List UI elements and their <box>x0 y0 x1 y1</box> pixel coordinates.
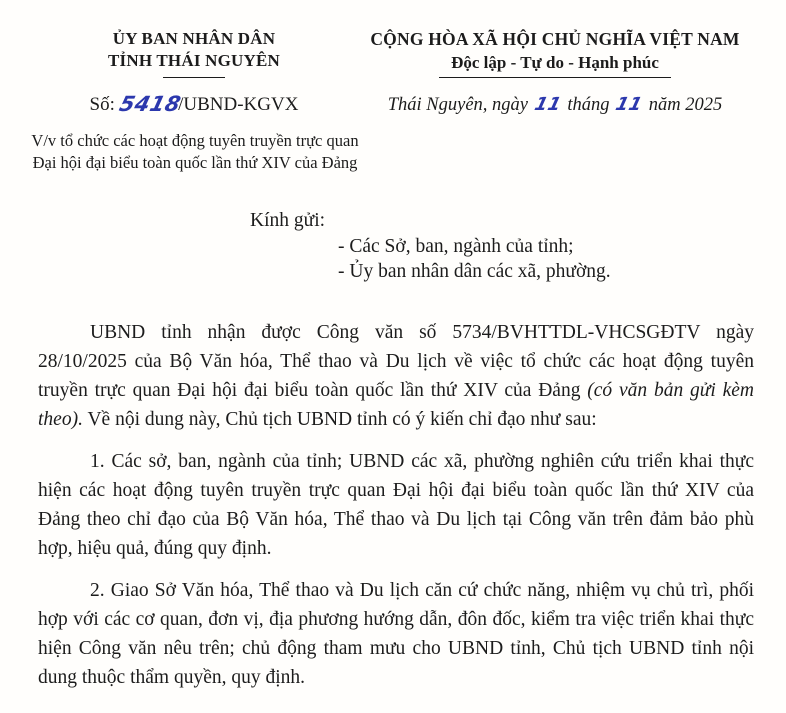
issuer-name-line2: TỈNH THÁI NGUYÊN <box>108 51 280 70</box>
national-header-block <box>350 28 786 78</box>
dateline-prefix: Thái Nguyên, ngày <box>387 95 533 115</box>
issuer-block <box>38 28 350 78</box>
recipient-item: - Các Sở, ban, ngành của tỉnh; <box>338 236 574 257</box>
reference-row <box>0 91 786 116</box>
national-motto: Độc lập - Tự do - Hạnh phúc <box>451 53 659 72</box>
p1-text-start: UBND tỉnh nhận được Công văn số 5734/BVHTTDL-VHCSGĐTV ngày 28/10/2025 của Bộ Văn hóa, Thể thao và Du lịch về việc tổ chức các hoạt động tuyên truyền trực quan Đại hội đại biểu toàn quốc lần thứ XIV của Đảng <box>38 322 754 401</box>
dateline <box>350 94 786 116</box>
doc-number-prefix: Số: <box>89 94 120 115</box>
letter-body <box>38 318 754 692</box>
issuer-underline <box>163 77 225 78</box>
salutation-label: Kính gửi: <box>250 210 326 231</box>
recipients-list <box>338 234 786 284</box>
body-paragraph-1 <box>38 318 754 434</box>
dateline-mid: tháng <box>562 95 615 115</box>
doc-number-suffix: /UBND-KGVX <box>178 94 299 115</box>
dateline-handwritten-month: 11 <box>613 94 645 115</box>
p1-text-end: Về nội dung này, Chủ tịch UBND tỉnh có ý kiến chỉ đạo như sau: <box>82 409 597 430</box>
subject-line: V/v tổ chức các hoạt động tuyên truyền trực quan Đại hội đại biểu toàn quốc lần thứ XIV của Đảng <box>31 131 359 172</box>
body-paragraph-3: 2. Giao Sở Văn hóa, Thể thao và Du lịch căn cứ chức năng, nhiệm vụ chủ trì, phối hợp với các cơ quan, đơn vị, địa phương hướng dẫn, đôn đốc, kiểm tra việc triển khai thực hiện Công văn nêu trên; chủ động tham mưu cho UBND tỉnh, Chủ tịch UBND tỉnh nội dung thuộc thẩm quyền, quy định. <box>38 580 754 688</box>
p1-attachment-note: (có văn bản gửi kèm theo). <box>38 380 755 430</box>
national-title: CỘNG HÒA XÃ HỘI CHỦ NGHĨA VIỆT NAM <box>370 29 740 49</box>
recipient-item: - Ủy ban nhân dân các xã, phường. <box>338 261 611 282</box>
letter-header <box>0 0 786 78</box>
issuer-name-line1: ỦY BAN NHÂN DÂN <box>112 29 276 48</box>
dateline-suffix: năm 2025 <box>644 95 723 115</box>
document-number <box>38 91 350 116</box>
dateline-handwritten-day: 11 <box>532 94 564 115</box>
salutation-block <box>0 208 786 284</box>
doc-number-handwritten: 5418 <box>116 92 184 116</box>
body-paragraph-2: 1. Các sở, ban, ngành của tỉnh; UBND các xã, phường nghiên cứu triển khai thực hiện các hoạt động tuyên truyền trực quan Đại hội đại biểu toàn quốc lần thứ XIV của Đảng theo chỉ đạo của Bộ Văn hóa, Thể thao và Du lịch tại Công văn trên đảm bảo phù hợp, hiệu quả, đúng quy định. <box>38 451 754 559</box>
motto-underline <box>439 77 671 78</box>
